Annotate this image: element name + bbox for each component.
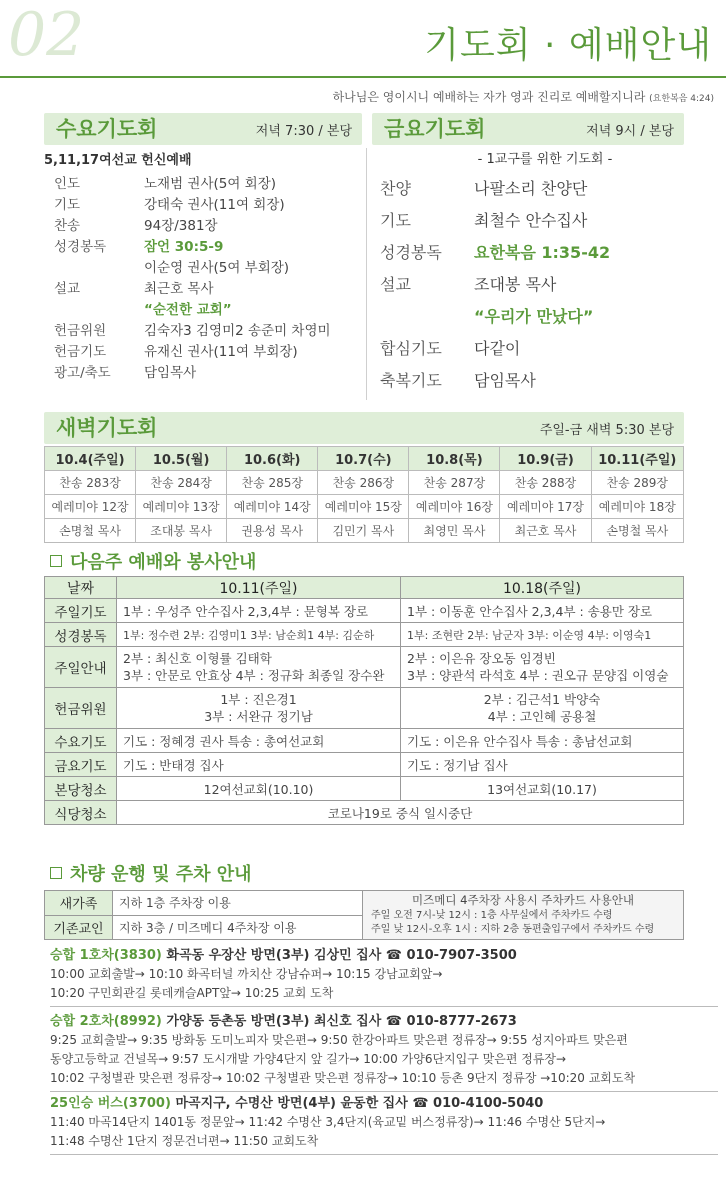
scripture-verse: 하나님은 영이시니 예배하는 자가 영과 진리로 예배할지니라 (요한복음 4:24) <box>332 90 714 104</box>
program-label: 광고/축도 <box>54 365 111 381</box>
program-row <box>54 258 364 279</box>
day-header: 10.9(금) <box>500 447 591 471</box>
program-row <box>54 279 364 300</box>
next-week-heading: 다음주 예배와 봉사안내 <box>50 548 256 574</box>
row-label: 주일기도 <box>45 599 117 623</box>
table-cell: 예레미야 18장 <box>591 495 683 519</box>
page-number: 02 <box>8 0 85 70</box>
wed-title: 수요기도회 <box>56 117 158 141</box>
table-cell <box>401 688 684 729</box>
row-label: 수요기도 <box>45 729 117 753</box>
table-header-row <box>45 577 684 599</box>
table-row <box>45 891 684 916</box>
program-label: 성경봉독 <box>54 239 107 255</box>
program-label: 축복기도 <box>380 371 442 390</box>
dawn-time: 주일-금 새벽 5:30 본당 <box>539 423 674 438</box>
bus-name: 승합 1호차(3830) <box>50 948 162 963</box>
bus-name: 25인승 버스(3700) <box>50 1096 171 1111</box>
program-value: 김숙자3 김영미2 송준미 차영미 <box>144 323 331 339</box>
cell-line: 2부 : 이은유 장오동 임경빈 <box>407 651 556 666</box>
dawn-section-header <box>44 412 684 444</box>
row-label: 성경봉독 <box>45 623 117 647</box>
day-header: 10.8(목) <box>409 447 500 471</box>
parking-label: 기존교인 <box>45 915 113 940</box>
checkbox-icon <box>50 555 62 567</box>
driver-contact: 최신호 집사 ☎ 010-8777-2673 <box>313 1014 517 1029</box>
bus-route <box>50 1094 718 1155</box>
table-cell: 찬송 283장 <box>45 471 136 495</box>
program-label: 기도 <box>54 197 81 213</box>
table-cell: 예레미야 14장 <box>227 495 318 519</box>
table-cell: 기도 : 반태경 집사 <box>117 753 401 777</box>
table-row <box>45 729 684 753</box>
dawn-title: 새벽기도회 <box>56 416 158 440</box>
program-value: 유재신 권사(11여 부회장) <box>144 344 298 360</box>
route-line: 11:48 수명산 1단지 정문건너편→ 11:50 교회도착 <box>50 1134 319 1148</box>
program-row <box>380 205 710 237</box>
table-cell: 12여선교회(10.10) <box>117 777 401 801</box>
table-cell: 최근호 목사 <box>500 519 591 543</box>
program-value: 담임목사 <box>474 371 536 390</box>
program-value: “우리가 만났다” <box>474 307 594 326</box>
program-label: 설교 <box>380 275 411 294</box>
route-line: 10:00 교회출발→ 10:10 화곡터널 까치산 강남슈퍼→ 10:15 강남교회앞→ <box>50 967 443 981</box>
program-value: 94장/381장 <box>144 218 218 234</box>
route-line: 10:20 구민회관길 롯데캐슬APT앞→ 10:25 교회 도착 <box>50 986 334 1000</box>
page-title: 기도회 · 예배안내 <box>424 25 712 66</box>
table-cell: 코로나19로 중식 일시중단 <box>117 801 684 825</box>
program-value: 최근호 목사 <box>144 281 214 297</box>
fri-program <box>380 148 710 397</box>
program-label: 기도 <box>380 211 411 230</box>
parking-label: 새가족 <box>45 891 113 916</box>
table-row <box>45 688 684 729</box>
program-row <box>54 237 364 258</box>
program-row <box>380 301 710 333</box>
program-row <box>380 269 710 301</box>
notice-line: 주일 낮 12시-오후 1시 : 지하 2층 동편출입구에서 주차카드 수령 <box>371 924 655 935</box>
column-divider <box>366 148 367 400</box>
driver-contact: 윤동한 집사 ☎ 010-4100-5040 <box>340 1096 544 1111</box>
verse-reference: (요한복음 4:24) <box>649 94 714 104</box>
table-cell <box>401 647 684 688</box>
table-cell: 기도 : 정혜경 권사 특송 : 총여선교회 <box>117 729 401 753</box>
table-cell: 손명철 목사 <box>45 519 136 543</box>
program-row <box>54 174 364 195</box>
table-cell: 조대봉 목사 <box>136 519 227 543</box>
program-row <box>54 300 364 321</box>
table-cell: 예레미야 15장 <box>318 495 409 519</box>
wed-section-header <box>44 113 362 145</box>
program-label: 합심기도 <box>380 339 442 358</box>
route-line: 9:25 교회출발→ 9:35 방화동 도미노피자 맞은편→ 9:50 한강아파트 맞은편 정류장→ 9:55 성지아파트 맞은편 <box>50 1033 628 1047</box>
table-cell: 찬송 287장 <box>409 471 500 495</box>
program-row <box>54 363 364 384</box>
driver-contact: 김상민 집사 ☎ 010-7907-3500 <box>313 948 517 963</box>
table-row <box>45 753 684 777</box>
row-label: 헌금위원 <box>45 688 117 729</box>
wed-subtitle: 5,11,17여선교 헌신예배 <box>44 153 192 168</box>
program-row <box>54 195 364 216</box>
day-header: 10.6(화) <box>227 447 318 471</box>
route-line: 10:02 구청별관 맞은편 정류장→ 10:02 구청별관 맞은편 정류장→ 10:10 등촌 9단지 정류장 →10:20 교회도착 <box>50 1071 636 1085</box>
route-area: 화곡동 우장산 방면(3부) <box>166 948 310 963</box>
wed-program <box>44 150 364 384</box>
table-cell: 기도 : 이은유 안수집사 특송 : 총남선교회 <box>401 729 684 753</box>
program-row <box>380 365 710 397</box>
program-value: “순전한 교회” <box>144 302 232 318</box>
table-cell: 1부: 조현란 2부: 남군자 3부: 이순영 4부: 이영숙1 <box>401 623 684 647</box>
car-heading: 차량 운행 및 주차 안내 <box>50 860 252 886</box>
program-label <box>54 258 124 279</box>
program-value: 이순영 권사(5여 부회장) <box>144 260 290 276</box>
fri-time: 저녁 9시 / 본당 <box>586 124 674 139</box>
parking-card-notice <box>363 891 684 940</box>
program-row <box>54 321 364 342</box>
day-header: 10.5(월) <box>136 447 227 471</box>
fri-section-header <box>372 113 684 145</box>
bus-name: 승합 2호차(8992) <box>50 1014 162 1029</box>
table-cell: 예레미야 13장 <box>136 495 227 519</box>
wed-time: 저녁 7:30 / 본당 <box>255 124 352 139</box>
table-cell: 기도 : 정기남 집사 <box>401 753 684 777</box>
table-cell: 찬송 284장 <box>136 471 227 495</box>
notice-line: 주일 오전 7시-낮 12시 : 1층 사무실에서 주차카드 수령 <box>371 910 613 921</box>
route-area: 마곡지구, 수명산 방면(4부) <box>175 1096 336 1111</box>
table-cell: 1부: 정수련 2부: 김영미1 3부: 남순희1 4부: 김순하 <box>117 623 401 647</box>
route-header <box>50 1012 718 1031</box>
route-header <box>50 946 718 965</box>
program-row <box>54 216 364 237</box>
day-header: 10.4(주일) <box>45 447 136 471</box>
checkbox-icon <box>50 867 62 879</box>
cell-line: 3부 : 안문로 안효상 4부 : 정규화 최종일 장수완 <box>123 668 385 683</box>
bus-route <box>50 1012 718 1092</box>
service-schedule-table <box>44 576 684 825</box>
cell-line: 4부 : 고인혜 공용철 <box>487 709 597 724</box>
table-cell: 최영민 목사 <box>409 519 500 543</box>
route-header <box>50 1094 718 1113</box>
table-row <box>45 801 684 825</box>
program-label: 성경봉독 <box>380 243 442 262</box>
dawn-schedule-table <box>44 446 684 543</box>
program-value: 조대봉 목사 <box>474 275 557 294</box>
table-cell: 1부 : 우성주 안수집사 2,3,4부 : 문형복 장로 <box>117 599 401 623</box>
row-label: 주일안내 <box>45 647 117 688</box>
program-row <box>380 173 710 205</box>
table-row <box>45 777 684 801</box>
parking-value: 지하 3층 / 미즈메디 4주차장 이용 <box>113 915 363 940</box>
header-divider <box>0 76 726 78</box>
route-area: 가양동 등촌동 방면(3부) <box>166 1014 310 1029</box>
program-value: 최철수 안수집사 <box>474 211 588 230</box>
table-cell: 찬송 286장 <box>318 471 409 495</box>
program-value: 강태숙 권사(11여 회장) <box>144 197 285 213</box>
program-value: 다같이 <box>474 339 521 358</box>
program-label <box>380 301 448 333</box>
table-cell: 예레미야 12장 <box>45 495 136 519</box>
fri-subtitle: - 1교구를 위한 기도회 - <box>477 152 613 167</box>
program-value: 나팔소리 찬양단 <box>474 179 588 198</box>
program-label: 헌금기도 <box>54 344 107 360</box>
parking-table <box>44 890 684 940</box>
program-label: 설교 <box>54 281 81 297</box>
date-column-header: 날짜 <box>45 577 117 599</box>
table-cell: 1부 : 이동훈 안수집사 2,3,4부 : 송용만 장로 <box>401 599 684 623</box>
date-header: 10.18(주일) <box>401 577 684 599</box>
bus-route <box>50 946 718 1007</box>
notice-title: 미즈메디 4주차장 사용시 주차카드 사용안내 <box>412 893 634 907</box>
program-label <box>54 300 124 321</box>
row-label: 본당청소 <box>45 777 117 801</box>
table-cell: 찬송 288장 <box>500 471 591 495</box>
cell-line: 1부 : 진은경1 <box>220 692 297 707</box>
table-cell: 찬송 285장 <box>227 471 318 495</box>
table-row <box>45 519 684 543</box>
table-cell: 찬송 289장 <box>591 471 683 495</box>
row-label: 금요기도 <box>45 753 117 777</box>
program-label: 찬양 <box>380 179 411 198</box>
program-label: 헌금위원 <box>54 323 107 339</box>
table-cell: 예레미야 16장 <box>409 495 500 519</box>
table-cell: 김민기 목사 <box>318 519 409 543</box>
parking-value: 지하 1층 주차장 이용 <box>113 891 363 916</box>
table-cell: 13여선교회(10.17) <box>401 777 684 801</box>
program-row <box>54 342 364 363</box>
cell-line: 2부 : 최신호 이형률 김태학 <box>123 651 272 666</box>
day-header: 10.7(수) <box>318 447 409 471</box>
table-row <box>45 623 684 647</box>
route-line: 11:40 마곡14단지 1401동 정문앞→ 11:42 수명산 3,4단지(육교밑 버스정류장)→ 11:46 수명산 5단지→ <box>50 1115 606 1129</box>
cell-line: 3부 : 양관석 라석호 4부 : 권오규 문양집 이영술 <box>407 668 669 683</box>
table-row <box>45 471 684 495</box>
table-cell <box>117 688 401 729</box>
table-row <box>45 599 684 623</box>
table-header-row <box>45 447 684 471</box>
cell-line: 2부 : 김근석1 박양숙 <box>483 692 601 707</box>
route-line: 동양고등학교 건널목→ 9:57 도시개발 가양4단지 앞 길가→ 10:00 가양6단지입구 맞은편 정류장→ <box>50 1052 567 1066</box>
program-row <box>380 333 710 365</box>
program-value: 요한복음 1:35-42 <box>474 243 611 262</box>
fri-title: 금요기도회 <box>384 117 486 141</box>
table-cell: 손명철 목사 <box>591 519 683 543</box>
table-cell: 권용성 목사 <box>227 519 318 543</box>
program-label: 찬송 <box>54 218 81 234</box>
table-cell: 예레미야 17장 <box>500 495 591 519</box>
program-value: 담임목사 <box>144 365 197 381</box>
program-row <box>380 237 710 269</box>
table-row <box>45 647 684 688</box>
table-row <box>45 495 684 519</box>
table-cell <box>117 647 401 688</box>
program-value: 잠언 30:5-9 <box>144 239 224 255</box>
program-value: 노재범 권사(5여 회장) <box>144 176 277 192</box>
date-header: 10.11(주일) <box>117 577 401 599</box>
program-label: 인도 <box>54 176 81 192</box>
row-label: 식당청소 <box>45 801 117 825</box>
cell-line: 3부 : 서완규 정기남 <box>204 709 313 724</box>
day-header: 10.11(주일) <box>591 447 683 471</box>
